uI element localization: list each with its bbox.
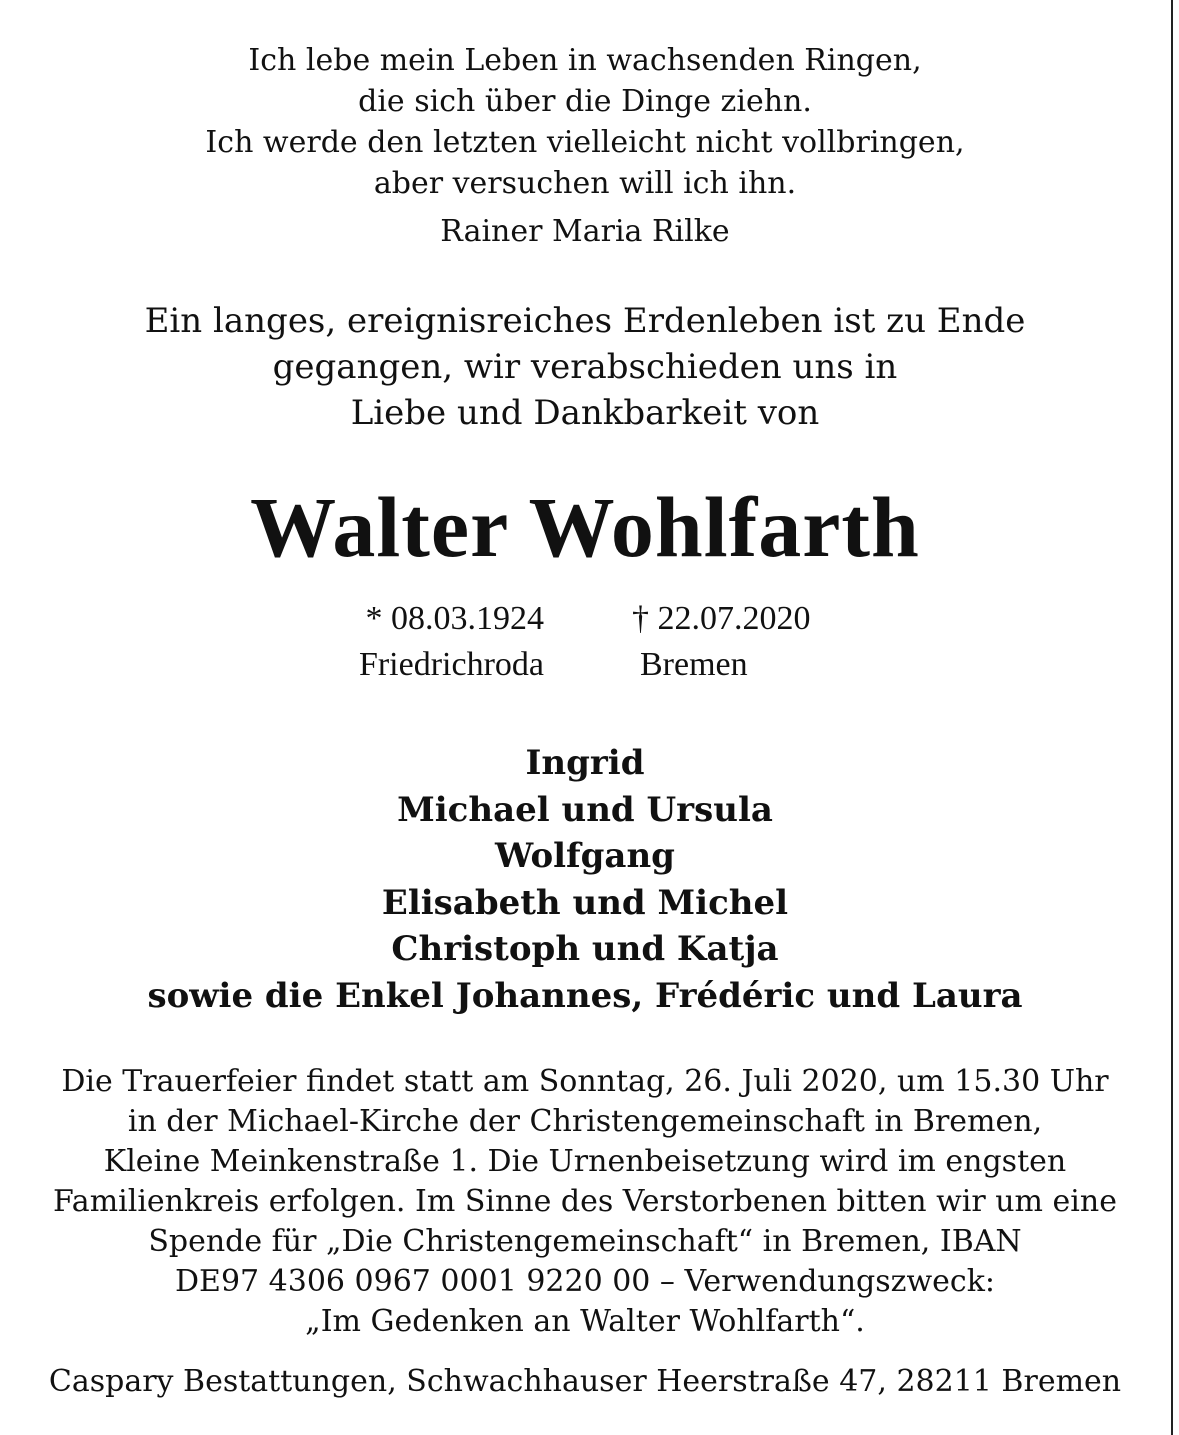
mourner-line: Wolfgang — [495, 836, 675, 876]
poem-line: die sich über die Dinge ziehn. — [358, 84, 812, 119]
poem-author: Rainer Maria Rilke — [440, 214, 730, 249]
intro-line: gegangen, wir verabschieden uns in — [272, 347, 898, 387]
birth-date: * 08.03.1924 — [365, 600, 544, 637]
poem-line: aber versuchen will ich ihn. — [373, 166, 797, 201]
mourner-line: Ingrid — [525, 743, 645, 783]
mourner-line: Michael und Ursula — [397, 789, 773, 830]
notice-line: in der Michael-Kirche der Christengemeinschaft in Bremen, — [127, 1104, 1043, 1139]
funeral-home: Caspary Bestattungen, Schwachhauser Heerstraße 47, 28211 Bremen — [48, 1364, 1122, 1399]
notice-line: DE97 4306 0967 0001 9220 00 – Verwendungszweck: — [175, 1264, 995, 1299]
poem-line: Ich lebe mein Leben in wachsenden Ringen, — [248, 43, 922, 78]
funeral-notice — [0, 1062, 1170, 1342]
mourner-line: sowie die Enkel Johannes, Frédéric und Laura — [147, 975, 1023, 1016]
page-border — [1171, 0, 1173, 1435]
poem-line: Ich werde den letzten vielleicht nicht vollbringen, — [205, 125, 965, 160]
deceased-name: Walter Wohlfarth — [250, 479, 920, 575]
notice-line: Die Trauerfeier findet statt am Sonntag, 26. Juli 2020, um 15.30 Uhr — [61, 1064, 1109, 1099]
notice-line: Spende für „Die Christengemeinschaft“ in Bremen, IBAN — [148, 1224, 1022, 1259]
birth-info — [290, 596, 544, 688]
mourner-line: Christoph und Katja — [391, 929, 779, 969]
mourner-line: Elisabeth und Michel — [381, 882, 789, 923]
notice-line: Familienkreis erfolgen. Im Sinne des Verstorbenen bitten wir um eine — [53, 1184, 1117, 1219]
death-info — [632, 596, 932, 688]
life-dates — [0, 596, 1170, 686]
notice-line: „Im Gedenken an Walter Wohlfarth“. — [305, 1304, 865, 1339]
notice-line: Kleine Meinkenstraße 1. Die Urnenbeisetzung wird im engsten — [103, 1144, 1067, 1179]
rilke-poem — [0, 40, 1170, 204]
intro-line: Ein langes, ereignisreiches Erdenleben ist zu Ende — [144, 301, 1026, 341]
death-place: Bremen — [640, 646, 748, 683]
birth-place: Friedrichroda — [358, 646, 544, 683]
death-date: † 22.07.2020 — [632, 600, 811, 637]
intro-text — [0, 298, 1170, 436]
intro-line: Liebe und Dankbarkeit von — [350, 393, 820, 433]
mourners-list — [0, 740, 1170, 1019]
